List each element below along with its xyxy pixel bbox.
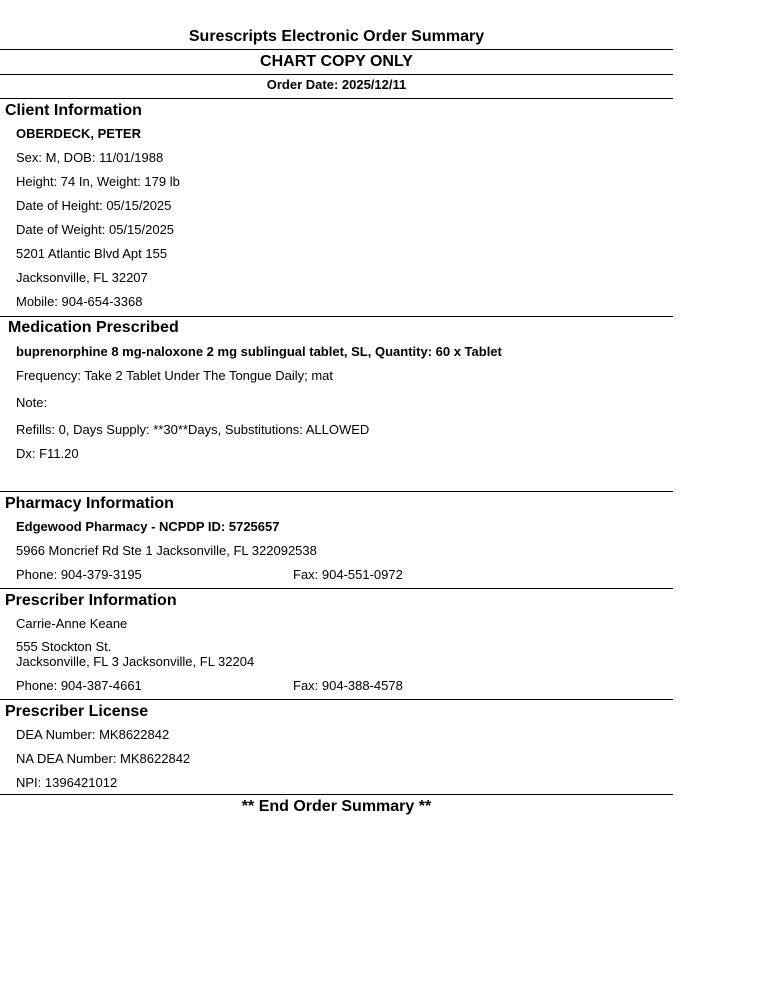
- medication-note: Note:: [16, 395, 48, 410]
- divider: [0, 316, 673, 317]
- client-sex-dob: Sex: M, DOB: 11/01/1988: [16, 150, 164, 165]
- medication-frequency: Frequency: Take 2 Tablet Under The Tongue Daily; mat: [16, 368, 334, 383]
- prescriber-address-line2: Jacksonville, FL 3 Jacksonville, FL 32204: [16, 654, 255, 669]
- pharmacy-section-heading: Pharmacy Information: [5, 495, 174, 512]
- license-na-dea-number: NA DEA Number: MK8622842: [16, 751, 191, 766]
- medication-drug: buprenorphine 8 mg-naloxone 2 mg sublingual tablet, SL, Quantity: 60 x Tablet: [16, 344, 502, 359]
- divider: [0, 491, 673, 492]
- divider: [0, 588, 673, 589]
- client-mobile: Mobile: 904-654-3368: [16, 294, 143, 309]
- license-dea-number: DEA Number: MK8622842: [16, 727, 170, 742]
- divider: [0, 98, 673, 99]
- divider: [0, 794, 673, 795]
- client-date-of-weight: Date of Weight: 05/15/2025: [16, 222, 175, 237]
- pharmacy-phone: Phone: 904-379-3195: [16, 567, 142, 582]
- order-date: Order Date: 2025/12/11: [266, 77, 407, 92]
- medication-dx: Dx: F11.20: [16, 446, 79, 461]
- divider: [0, 49, 673, 50]
- license-section-heading: Prescriber License: [5, 703, 149, 720]
- divider: [0, 699, 673, 700]
- client-section-heading: Client Information: [5, 102, 142, 119]
- prescriber-phone: Phone: 904-387-4661: [16, 678, 142, 693]
- chart-copy-label: CHART COPY ONLY: [260, 53, 413, 70]
- client-address-line1: 5201 Atlantic Blvd Apt 155: [16, 246, 168, 261]
- end-order-summary: ** End Order Summary **: [241, 798, 432, 815]
- medication-section-heading: Medication Prescribed: [8, 319, 179, 336]
- client-address-line2: Jacksonville, FL 32207: [16, 270, 148, 285]
- document-title: Surescripts Electronic Order Summary: [188, 28, 485, 45]
- client-name: OBERDECK, PETER: [16, 126, 141, 141]
- prescriber-address-line1: 555 Stockton St.: [16, 639, 112, 654]
- prescriber-fax: Fax: 904-388-4578: [293, 678, 403, 693]
- divider: [0, 74, 673, 75]
- client-date-of-height: Date of Height: 05/15/2025: [16, 198, 172, 213]
- prescriber-name: Carrie-Anne Keane: [16, 616, 128, 631]
- client-height-weight: Height: 74 In, Weight: 179 lb: [16, 174, 180, 189]
- pharmacy-address: 5966 Moncrief Rd Ste 1 Jacksonville, FL 322092538: [16, 543, 317, 558]
- medication-refills: Refills: 0, Days Supply: **30**Days, Substitutions: ALLOWED: [16, 422, 370, 437]
- prescriber-section-heading: Prescriber Information: [5, 592, 177, 609]
- pharmacy-fax: Fax: 904-551-0972: [293, 567, 403, 582]
- license-npi: NPI: 1396421012: [16, 775, 118, 790]
- pharmacy-name: Edgewood Pharmacy - NCPDP ID: 5725657: [16, 519, 280, 534]
